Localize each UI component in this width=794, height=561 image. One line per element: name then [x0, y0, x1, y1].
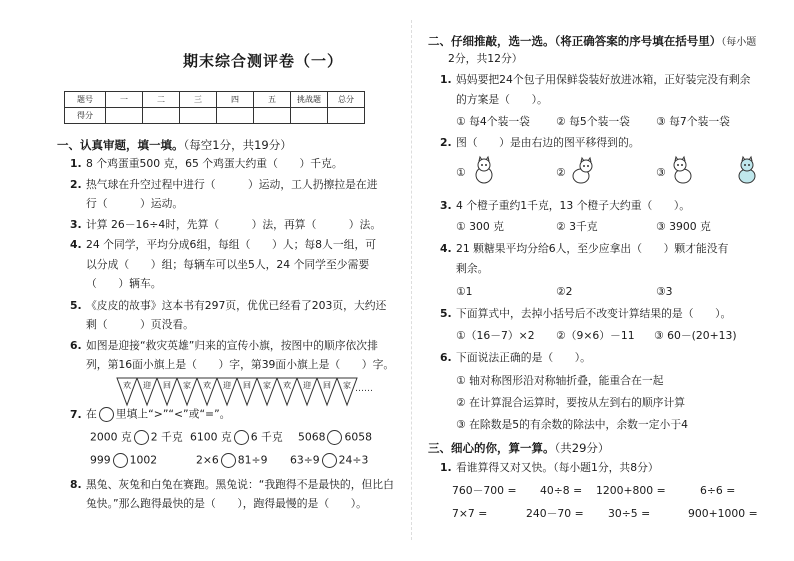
compare-blank[interactable]	[234, 430, 249, 445]
s1-question-5-cont: 剩（ ）页没看。	[86, 318, 194, 331]
s2-q4-option-3[interactable]: ③3	[656, 285, 673, 298]
s2-q6-option-2[interactable]: ② 在计算混合运算时，要按从左到右的顺序计算	[456, 396, 686, 409]
s2-question-4: 4. 21 颗糖果平均分给6人，至少应拿出（ ）颗才能没有	[440, 242, 729, 255]
calc-item: 760－700 =	[452, 484, 517, 497]
s1-question-2: 2. 热气球在升空过程中进行（ ）运动，工人扔擦拉是在进	[70, 178, 378, 191]
flag-character: 迎	[303, 381, 311, 390]
s1-question-4: 4. 24 个同学，平均分成6组，每组（ ）人；每8人一组，可	[70, 238, 377, 251]
s1-question-4-cont: 以分成（ ）组；每辆车可以坐5人，24 个同学至少需要	[86, 258, 370, 271]
s1-q7-compare-3: 5068 6058	[298, 430, 372, 444]
s1-question-6: 6. 如图是迎接“救灾英雄”归来的宣传小旗，按图中的顺序依次排	[70, 339, 378, 352]
s1-question-3: 3. 计算 26－16÷4时，先算（ ）法，再算（ ）法。	[70, 218, 382, 231]
s2-q3-option-1[interactable]: ① 300 克	[456, 220, 504, 233]
s2-q5-option-2[interactable]: ②（9×6）－11	[556, 329, 635, 342]
score-header-cell: 三	[180, 92, 217, 108]
calc-item: 40÷8 =	[540, 484, 583, 497]
s1-question-8-cont: 兔快。”那么跑得最快的是（ ），跑得最慢的是（ ）。	[86, 497, 367, 510]
s2-q6-option-1[interactable]: ① 轴对称图形沿对称轴折叠，能重合在一起	[456, 374, 664, 387]
s1-q7-compare-5: 2×6 81÷9	[196, 453, 268, 467]
compare-blank[interactable]	[327, 430, 342, 445]
s2-question-1-cont: 的方案是（ ）。	[456, 93, 548, 106]
cat-option-1-icon	[472, 157, 496, 185]
score-header-cell: 题号	[65, 92, 106, 108]
score-input-cell[interactable]	[180, 108, 217, 124]
s1-q7-compare-2: 6100 克 6 千克	[190, 430, 283, 444]
section3-heading: 三、细心的你，算一算。（共29分）	[428, 441, 610, 455]
section2-note-cont: 2分，共12分）	[448, 52, 523, 65]
s2-q4-option-2[interactable]: ②2	[556, 285, 573, 298]
compare-blank[interactable]	[221, 453, 236, 468]
flag-character: 家	[343, 381, 351, 390]
score-input-cell[interactable]	[106, 108, 143, 124]
score-table	[64, 91, 365, 124]
flag-character: 回	[243, 381, 251, 390]
flag-character: 家	[183, 381, 191, 390]
s2-q1-option-2[interactable]: ② 每5个装一袋	[556, 115, 630, 128]
s2-q5-option-1[interactable]: ①（16－7）×2	[456, 329, 535, 342]
score-input-cell[interactable]	[254, 108, 291, 124]
flag-character: 欢	[123, 381, 131, 390]
cat-option-3-icon	[670, 157, 696, 185]
s2-q2-option-1[interactable]: ①	[456, 166, 466, 179]
s1-question-8: 8. 黑兔、灰兔和白兔在赛跑。黑兔说：“我跑得不是最快的，但比白	[70, 478, 394, 491]
s1-question-1: 1. 8 个鸡蛋重500 克，65 个鸡蛋大约重（ ）千克。	[70, 157, 343, 170]
flag-character: 迎	[143, 381, 151, 390]
flag-character: 回	[163, 381, 171, 390]
page-title: 期末综合测评卷（一）	[183, 52, 344, 70]
score-header-cell: 挑战题	[291, 92, 328, 108]
flag-character: 欢	[203, 381, 211, 390]
s1-question-2-cont: 行（ ）运动。	[86, 197, 184, 210]
s1-question-6-cont: 列，第16面小旗上是（ ）字，第39面小旗上是（ ）字。	[86, 358, 395, 371]
cat-option-2-icon	[570, 157, 596, 185]
score-input-cell[interactable]	[328, 108, 365, 124]
compare-circle	[99, 407, 114, 422]
s2-q2-option-2[interactable]: ②	[556, 166, 566, 179]
compare-blank[interactable]	[322, 453, 337, 468]
section1-heading: 一、认真审题，填一填。（每空1分，共19分）	[57, 138, 292, 152]
s2-q5-option-3[interactable]: ③ 60－(20+13)	[654, 329, 737, 342]
calc-item: 30÷5 =	[608, 507, 651, 520]
calc-item: 1200+800 =	[596, 484, 666, 497]
s2-question-4-cont: 剩余。	[456, 262, 489, 275]
s2-q2-option-3[interactable]: ③	[656, 166, 666, 179]
s3-question-1: 1. 看谁算得又对又快。（每小题1分，共8分）	[440, 461, 659, 474]
calc-item: 6÷6 =	[700, 484, 736, 497]
s2-q6-option-3[interactable]: ③ 在除数是5的有余数的除法中，余数一定小于4	[456, 418, 688, 431]
s2-question-5: 5. 下面算式中，去掉小括号后不改变计算结果的是（ ）。	[440, 307, 732, 320]
score-header-cell: 四	[217, 92, 254, 108]
s2-q3-option-2[interactable]: ② 3千克	[556, 220, 598, 233]
score-header-cell: 二	[143, 92, 180, 108]
s2-q1-option-1[interactable]: ① 每4个装一袋	[456, 115, 530, 128]
s2-q1-option-3[interactable]: ③ 每7个装一袋	[656, 115, 730, 128]
flag-character: 回	[323, 381, 331, 390]
section2-heading: 二、仔细推敲，选一选。（将正确答案的序号填在括号里）（每小题	[428, 34, 757, 48]
s1-question-7: 7. 在 里填上“>”“<”或“=”。	[70, 407, 231, 421]
s1-q7-compare-6: 63÷9 24÷3	[290, 453, 369, 467]
score-row-label: 得分	[65, 108, 106, 124]
s2-question-3: 3. 4 个橙子重约1千克，13 个橙子大约重（ ）。	[440, 199, 691, 212]
column-divider	[411, 20, 412, 540]
s2-q4-option-1[interactable]: ①1	[456, 285, 473, 298]
s1-question-4-cont2: （ ）辆车。	[86, 277, 162, 290]
flag-character: 迎	[223, 381, 231, 390]
score-header-cell: 总分	[328, 92, 365, 108]
score-input-cell[interactable]	[217, 108, 254, 124]
flag-character: 家	[263, 381, 271, 390]
calc-item: 900+1000 =	[688, 507, 758, 520]
s1-q7-compare-1: 2000 克 2 千克	[90, 430, 183, 444]
score-header-cell: 一	[106, 92, 143, 108]
score-input-cell[interactable]	[143, 108, 180, 124]
flag-character: 欢	[283, 381, 291, 390]
s2-question-2: 2. 图（ ）是由右边的图平移得到的。	[440, 136, 640, 149]
s1-question-5: 5. 《皮皮的故事》这本书有297页，优优已经看了203页，大约还	[70, 299, 387, 312]
calc-item: 7×7 =	[452, 507, 488, 520]
s2-question-6: 6. 下面说法正确的是（ ）。	[440, 351, 591, 364]
calc-item: 240－70 =	[526, 507, 584, 520]
flag-banner	[117, 377, 373, 407]
score-input-cell[interactable]	[291, 108, 328, 124]
flags-ellipsis: ……	[355, 384, 373, 394]
compare-blank[interactable]	[134, 430, 149, 445]
s2-q3-option-3[interactable]: ③ 3900 克	[656, 220, 711, 233]
compare-blank[interactable]	[113, 453, 128, 468]
score-table-score-row	[65, 108, 365, 124]
cat-reference-icon	[735, 157, 759, 185]
score-header-cell: 五	[254, 92, 291, 108]
score-table-header-row	[65, 92, 365, 108]
s2-question-1: 1. 妈妈要把24个包子用保鲜袋装好放进冰箱，正好装完没有剩余	[440, 73, 751, 86]
s1-q7-compare-4: 999 1002	[90, 453, 158, 467]
